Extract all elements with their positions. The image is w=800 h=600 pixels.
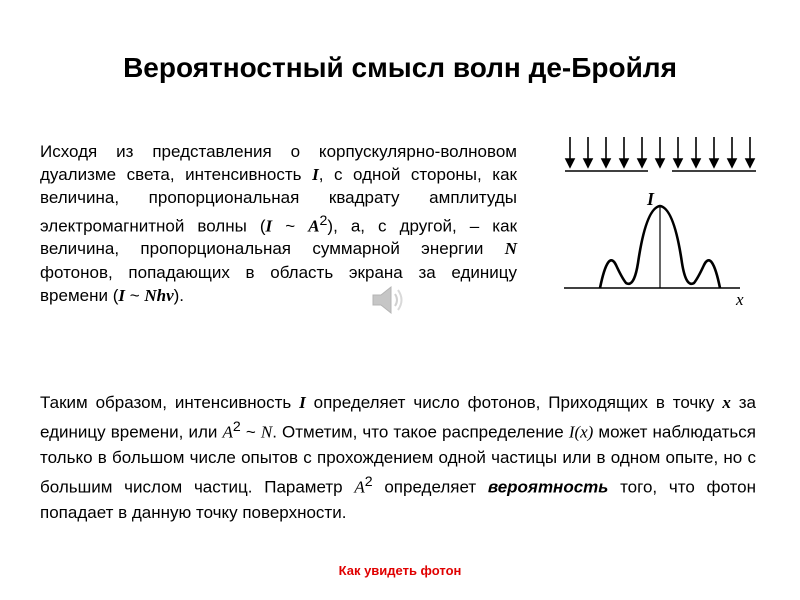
- formula-I: I: [265, 216, 273, 236]
- var-Ix: I(x): [568, 422, 594, 442]
- var-x: x: [722, 393, 731, 412]
- formula-Nhv: Nhν: [144, 285, 174, 305]
- formula-op: ~: [240, 422, 261, 442]
- slide-title: Вероятностный смысл волн де-Бройля: [123, 52, 677, 83]
- interference-figure: [560, 133, 760, 315]
- text: фотонов, попадающих в область экрана за единицу времени (: [40, 262, 517, 305]
- var-A: A: [354, 477, 365, 497]
- formula-sup: 2: [364, 474, 373, 491]
- var-I: I: [299, 393, 306, 412]
- text: за единицу времени, или: [40, 393, 756, 442]
- text: Исходя из представления о корпускулярно-волновом дуализме света, интенсивность: [40, 142, 517, 185]
- link-how-to-see-photon[interactable]: Как увидеть фотон: [338, 563, 462, 578]
- speaker-icon[interactable]: [370, 282, 406, 318]
- text: Таким образом, интенсивность: [40, 393, 300, 412]
- var-N: N: [504, 239, 517, 259]
- var-N: N: [260, 422, 273, 442]
- paragraph-conclusion: [40, 390, 756, 525]
- var-A: A: [222, 422, 233, 442]
- paragraph-intro: [40, 140, 517, 307]
- var-I: I: [312, 165, 319, 185]
- x-axis-label: x: [736, 290, 744, 309]
- formula-op: ~: [124, 285, 145, 305]
- text: того, что фотон попадает в данную точку поверхности.: [40, 477, 756, 523]
- text: определяет число фотонов, Приходящих в точку: [305, 393, 723, 412]
- formula-sup: 2: [232, 419, 241, 436]
- text: ).: [173, 285, 185, 305]
- formula-I: I: [118, 285, 125, 305]
- text: определяет: [372, 477, 488, 497]
- y-axis-label: I: [646, 189, 654, 209]
- text: , с одной стороны, как величина, пропорциональная квадрату амплитуды электромагнитной волны (: [40, 165, 517, 236]
- formula-op: ~: [272, 216, 309, 236]
- formula-sup: 2: [319, 212, 328, 229]
- text: может наблюдаться только в большом числе опытов с прохождением одной частицы или в одном опыте, но с большим числом частиц. Параметр: [40, 422, 756, 497]
- formula-A: A: [308, 216, 320, 236]
- text: . Отметим, что такое распределение: [272, 422, 569, 442]
- emphasis-probability: вероятность: [487, 477, 609, 497]
- arrow-icon: [566, 137, 754, 167]
- text: ), а, с другой, – как величина, пропорциональная суммарной энергии: [40, 216, 518, 259]
